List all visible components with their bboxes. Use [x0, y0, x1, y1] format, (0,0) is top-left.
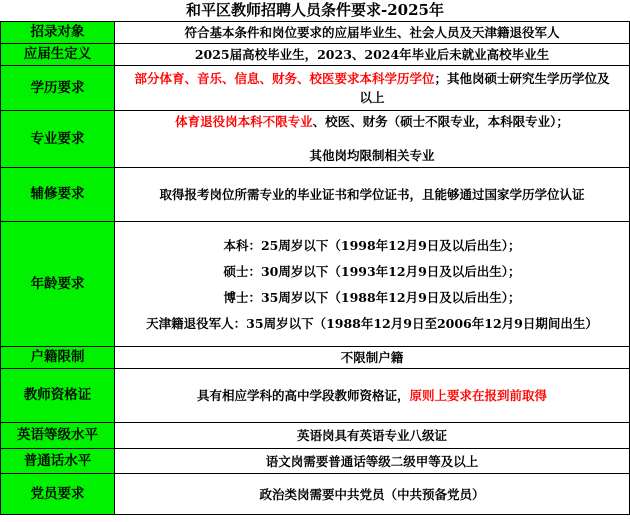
- row-party: [1, 474, 630, 515]
- content-household: 不限制户籍: [115, 347, 630, 369]
- content-party: 政治类岗需要中共党员（中共预备党员）: [115, 474, 630, 515]
- content-mandarin: 语文岗需要普通话等级二级甲等及以上: [115, 449, 630, 474]
- label-household: 户籍限制: [1, 347, 115, 369]
- major-text: 、校医、财务（硕士不限专业，本科限专业）；: [312, 114, 569, 129]
- label-teacher-cert: 教师资格证: [1, 369, 115, 423]
- row-major: [1, 111, 630, 168]
- content-recruit-target: 符合基本条件和岗位要求的应届毕业生、社会人员及天津籍退役军人: [115, 22, 630, 44]
- age-line-bachelor: 本科：25周岁以下（1998年12月9日及以后出生）；: [223, 238, 521, 253]
- row-teacher-cert: [1, 369, 630, 423]
- label-minor: 辅修要求: [1, 168, 115, 222]
- label-recruit-target: 招录对象: [1, 22, 115, 44]
- major-text-line2: 其他岗均限制相关专业: [309, 148, 435, 163]
- label-graduate-definition: 应届生定义: [1, 44, 115, 66]
- content-education: [115, 66, 630, 111]
- education-red-text: 部分体育、音乐、信息、财务、校医要求本科学历学位: [134, 71, 435, 86]
- row-mandarin: [1, 449, 630, 474]
- row-household: [1, 347, 630, 369]
- table-title: 和平区教师招聘人员条件要求-2025年: [1, 0, 630, 22]
- content-age: [115, 222, 630, 347]
- education-text: ；其他岗硕士研究生学历学位及以上: [359, 71, 610, 105]
- label-english: 英语等级水平: [1, 423, 115, 449]
- content-english: 英语岗具有英语专业八级证: [115, 423, 630, 449]
- label-education: 学历要求: [1, 66, 115, 111]
- row-age: [1, 222, 630, 347]
- label-major: 专业要求: [1, 111, 115, 168]
- teacher-cert-text: 具有相应学科的高中学段教师资格证，: [196, 388, 410, 403]
- row-graduate-definition: [1, 44, 630, 66]
- major-red-text: 体育退役岗本科不限专业: [175, 114, 313, 129]
- teacher-cert-red-text: 原则上要求在报到前取得: [409, 388, 548, 403]
- title-row: [1, 0, 630, 22]
- label-mandarin: 普通话水平: [1, 449, 115, 474]
- content-minor: 取得报考岗位所需专业的毕业证书和学位证书，且能够通过国家学历学位认证: [115, 168, 630, 222]
- row-minor: [1, 168, 630, 222]
- content-teacher-cert: [115, 369, 630, 423]
- label-age: 年龄要求: [1, 222, 115, 347]
- age-line-doctor: 博士：35周岁以下（1988年12月9日及以后出生）；: [223, 290, 521, 305]
- row-english: [1, 423, 630, 449]
- content-major: [115, 111, 630, 168]
- content-graduate-definition: 2025届高校毕业生，2023、2024年毕业后未就业高校毕业生: [115, 44, 630, 66]
- label-party: 党员要求: [1, 474, 115, 515]
- age-line-veteran: 天津籍退役军人：35周岁以下（1988年12月9日至2006年12月9日期间出生）: [146, 316, 598, 331]
- row-education: [1, 66, 630, 111]
- age-line-master: 硕士：30周岁以下（1993年12月9日及以后出生）；: [223, 264, 521, 279]
- row-recruit-target: [1, 22, 630, 44]
